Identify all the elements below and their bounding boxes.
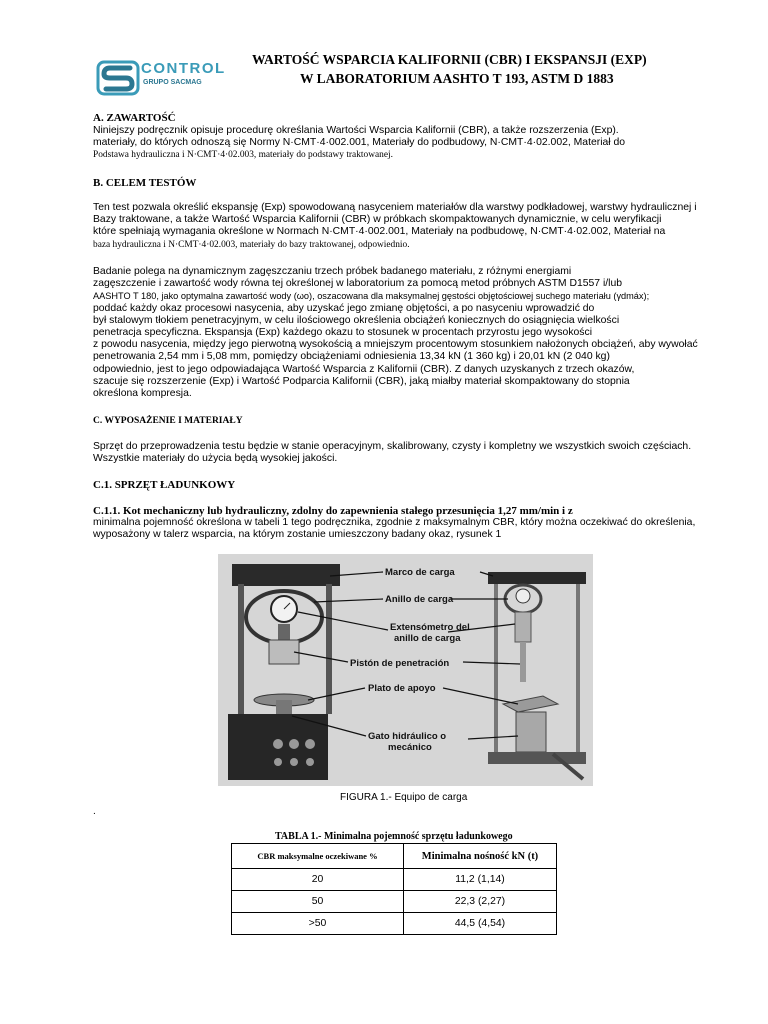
text-line: Sprzęt do przeprowadzenia testu będzie w stanie operacyjnym, skalibrowany, czysty i kompletny we wszystkich swoich częściach. — [93, 441, 692, 452]
text-line: poddać każdy okaz procesowi nasycenia, aby uzyskać jego zmianę objętości, a po nasyceniu wprowadzić do — [93, 302, 595, 314]
column-header: Minimalna nośność kN (t) — [404, 844, 557, 869]
figure-label-extensometro-2: anillo de carga — [394, 633, 461, 644]
text-line: Bazy traktowane, a także Wartość Wsparcia Kalifornii (CBR) w próbkach skompaktowanych dynamicznie, w celu weryfikacji — [93, 214, 662, 226]
table-cell: 44,5 (4,54) — [404, 913, 557, 935]
figure-label-gato: Gato hidráulico o — [368, 731, 447, 742]
text-line: określona kompresja. — [93, 388, 192, 400]
logo-mark-icon — [96, 56, 140, 100]
document-title — [240, 50, 700, 88]
figure-label-extensometro: Extensómetro del — [390, 622, 470, 633]
text-line: materiały, do których odnoszą się Normy N·CMT·4·002.001, Materiały do podbudowy, N·CMT·4·02.002, Materiał do — [93, 137, 626, 149]
text-line: Ten test pozwala określić ekspansję (Exp) spowodowaną nasyceniem materiałów dla warstwy podkładowej, warstwy hydraulicznej i — [93, 202, 697, 213]
text-line: z powodu nasycenia, między jego pierwotną wysokością a mniejszym procentowym stosunkiem nałożonych obciążeń, aby wywołać — [93, 339, 698, 351]
figure-label-marco-de-carga: Marco de carga — [385, 567, 455, 578]
text-line: był stalowym tłokiem penetracyjnym, w celu ilościowego określenia obciążeń koniecznych do osiągnięcia wielkości — [93, 314, 620, 326]
section-a-text — [93, 125, 753, 162]
table-caption: TABLA 1.- Minimalna pojemność sprzętu ładunkowego — [275, 831, 513, 842]
title-line-2: W LABORATORIUM AASHTO T 193, ASTM D 1883 — [300, 71, 614, 86]
text-line: wyposażony w talerz wsparcia, na którym zostanie umieszczony badany okaz, rysunek 1 — [93, 529, 502, 541]
text-line: AASHTO T 180, jako optymalna zawartość wody (ωo), oszacowana dla maksymalnej gęstości objętościowej suchego materiału (γdmáx); — [93, 291, 650, 302]
figure-label-plato: Plato de apoyo — [368, 683, 436, 694]
text-line: które spełniają wymagania określone w Normach N·CMT·4·002.001, Materiały na podbudowę, N·CMT·4·02.002, Materiał na — [93, 226, 666, 238]
loading-equipment-illustration — [218, 554, 593, 786]
text-line: zagęszczenie i zawartość wody równa tej określonej w laboratorium za pomocą metod próbnych ASTM D1557 i/lub — [93, 278, 623, 290]
table-row — [232, 891, 557, 913]
section-c-heading: C. WYPOSAŻENIE I MATERIAŁY — [93, 416, 243, 426]
section-c1-heading: C.1. SPRZĘT ŁADUNKOWY — [93, 479, 236, 491]
capacity-table — [231, 843, 557, 935]
section-c1-1-heading: C.1.1. Kot mechaniczny lub hydrauliczny, zdolny do zapewnienia stałego przesunięcia 1,27 mm/min i z — [93, 505, 573, 517]
logo-subtitle: GRUPO SACMAG — [143, 79, 202, 86]
figure-label-gato-2: mecánico — [388, 742, 432, 753]
stray-mark: . — [93, 806, 96, 817]
section-c-text — [93, 441, 753, 465]
text-line: Niniejszy podręcznik opisuje procedurę określania Wartości Wsparcia Kalifornii (CBR), a także rozszerzenia (Exp). — [93, 125, 619, 136]
table-cell: >50 — [232, 913, 404, 935]
table-header-row — [232, 844, 557, 869]
logo-wordmark: CONTROL — [141, 60, 226, 77]
company-logo — [96, 56, 224, 100]
text-line: szacuje się rozszerzenie (Exp) i Wartość Podparcia Kalifornii (CBR), jaką miałby materiał skompaktowany do stopnia — [93, 375, 630, 387]
text-line: odpowiednio, jest to jego odpowiadająca Wartość Wsparcia z Kalifornii (CBR). Z danych uzyskanych z trzech okazów, — [93, 363, 635, 375]
text-line: Wszystkie materiały do użycia będą wysokiej jakości. — [93, 453, 338, 465]
text-line: minimalna pojemność określona w tabeli 1 tego podręcznika, zgodnie z maksymalnym CBR, który można oczekiwać do określenia, — [93, 517, 696, 528]
table-row — [232, 913, 557, 935]
title-line-1: WARTOŚĆ WSPARCIA KALIFORNII (CBR) I EKSPANSJI (EXP) — [252, 52, 647, 67]
figure-caption: FIGURA 1.- Equipo de carga — [340, 792, 468, 803]
text-line: penetracja specyficzna. Ekspansja (Exp) każdego okazu to stosunek w procentach przyrostu jego wysokości — [93, 327, 593, 339]
text-line: penetrowania 2,54 mm i 5,08 mm, pomiędzy obciążeniami odniesienia 13,34 kN (1 360 kg) i 20,01 kN (2 040 kg) — [93, 351, 610, 363]
section-a-heading: A. ZAWARTOŚĆ — [93, 112, 176, 124]
text-line: baza hydrauliczna i N·CMT·4·02.003, materiały do bazy traktowanej, odpowiednio. — [93, 239, 410, 250]
figure-label-piston: Pistón de penetración — [350, 658, 450, 669]
text-line: Badanie polega na dynamicznym zagęszczaniu trzech próbek badanego materiału, z różnymi energiami — [93, 266, 572, 277]
section-b-paragraph-1 — [93, 202, 753, 251]
table-cell: 11,2 (1,14) — [404, 869, 557, 891]
section-b-heading: B. CELEM TESTÓW — [93, 177, 197, 189]
section-c1-text — [93, 517, 753, 541]
loading-equipment-figure — [218, 554, 593, 786]
table-row — [232, 869, 557, 891]
column-header: CBR maksymalne oczekiwane % — [232, 844, 404, 869]
section-b-paragraph-2 — [93, 266, 753, 400]
table-cell: 20 — [232, 869, 404, 891]
table-cell: 50 — [232, 891, 404, 913]
text-line: Podstawa hydrauliczna i N·CMT·4·02.003, materiały do podstawy traktowanej. — [93, 150, 393, 161]
figure-label-anillo-de-carga: Anillo de carga — [385, 594, 454, 605]
table-cell: 22,3 (2,27) — [404, 891, 557, 913]
